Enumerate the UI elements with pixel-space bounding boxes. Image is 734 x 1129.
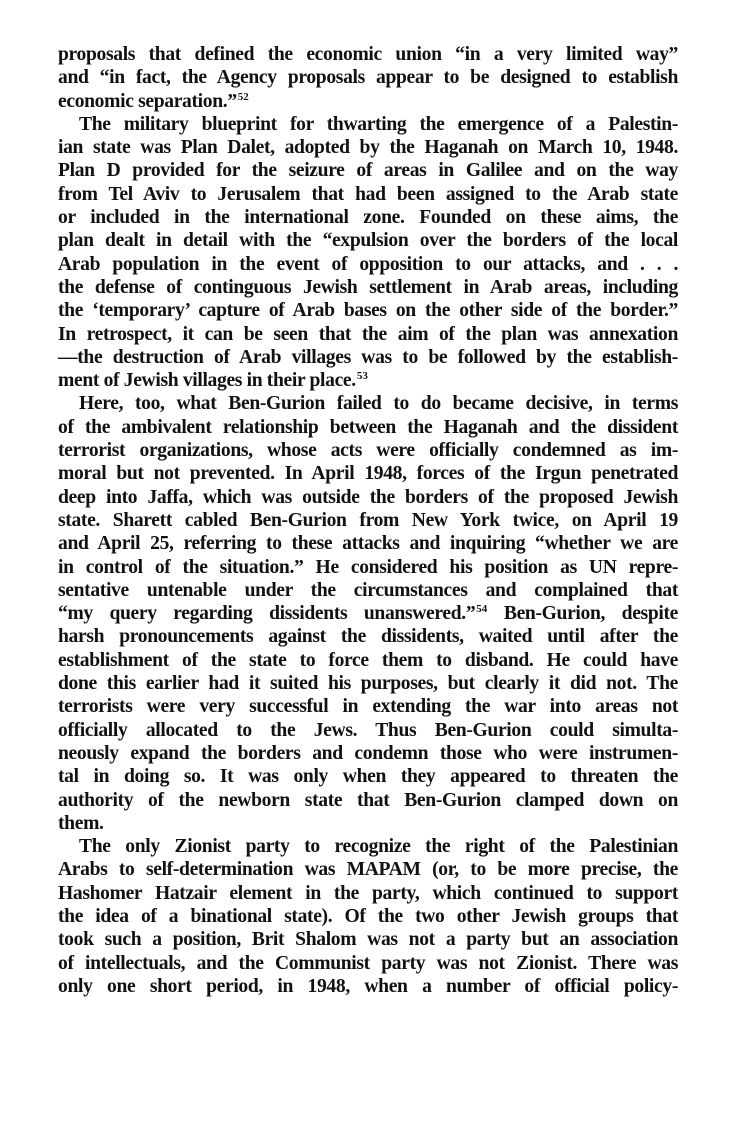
line-text: Here, too, what Ben-Gurion failed to do became decisive, in terms [79, 393, 678, 415]
text-line [58, 975, 678, 998]
line-text: harsh pronouncements against the dissidents, waited until after the [58, 626, 678, 648]
line-text: “my query regarding dissidents unanswered.” [58, 603, 476, 625]
paragraph-p1 [58, 43, 678, 113]
text-line [58, 486, 678, 509]
line-text: moral but not prevented. In April 1948, forces of the Irgun penetrated [58, 463, 678, 485]
text-line [58, 43, 678, 66]
text-line [58, 695, 678, 718]
line-text: in control of the situation.” He considered his position as UN repre- [58, 556, 678, 578]
footnote-marker: 53 [356, 370, 368, 383]
text-line [58, 66, 678, 89]
text-line [58, 439, 678, 462]
text-line [58, 882, 678, 905]
text-line [58, 323, 678, 346]
line-text: —the destruction of Arab villages was to be followed by the establish- [58, 346, 678, 368]
paragraph-p4 [58, 835, 678, 998]
line-text: Plan D provided for the seizure of areas in Galilee and on the way [58, 160, 678, 182]
text-line [58, 858, 678, 881]
text-line [58, 625, 678, 648]
line-text: from Tel Aviv to Jerusalem that had been assigned to the Arab state [58, 183, 678, 205]
line-text: the defense of continguous Jewish settlement in Arab areas, including [58, 276, 678, 298]
paragraph-p2 [58, 113, 678, 393]
line-text: of intellectuals, and the Communist party was not Zionist. There was [58, 952, 678, 974]
line-text: neously expand the borders and condemn those who were instrumen- [58, 742, 678, 764]
line-text: proposals that defined the economic union “in a very limited way” [58, 44, 678, 65]
text-line [58, 136, 678, 159]
line-text: terrorist organizations, whose acts were officially condemned as im- [58, 440, 678, 462]
line-text: plan dealt in detail with the “expulsion over the borders of the local [58, 230, 678, 252]
text-line [58, 392, 678, 415]
text-line [58, 928, 678, 951]
line-text: the idea of a binational state). Of the two other Jewish groups that [58, 905, 678, 927]
line-text: The only Zionist party to recognize the right of the Palestinian [79, 836, 678, 858]
text-line [58, 299, 678, 322]
text-line [58, 416, 678, 439]
text-line [58, 90, 678, 113]
text-line [58, 206, 678, 229]
line-text: Arabs to self-determination was MAPAM (or, to be more precise, the [58, 859, 678, 881]
line-text: sentative untenable under the circumstances and complained that [58, 579, 678, 601]
line-text: tal in doing so. It was only when they appeared to threaten the [58, 766, 678, 788]
line-text: In retrospect, it can be seen that the aim of the plan was annexation [58, 323, 678, 345]
line-text: authority of the newborn state that Ben-Gurion clamped down on [58, 789, 678, 811]
text-line [58, 672, 678, 695]
line-text: of the ambivalent relationship between the Haganah and the dissident [58, 416, 678, 438]
line-text: ment of Jewish villages in their place. [58, 370, 356, 392]
text-line [58, 952, 678, 975]
line-text: only one short period, in 1948, when a number of official policy- [58, 975, 678, 997]
line-text-continued: Ben-Gurion, despite [487, 603, 678, 625]
text-line [58, 765, 678, 788]
text-line [58, 812, 678, 835]
text-line [58, 369, 678, 392]
line-text: and April 25, referring to these attacks and inquiring “whether we are [58, 533, 678, 555]
line-text: Hashomer Hatzair element in the party, which continued to support [58, 882, 678, 904]
line-text: Arab population in the event of opposition to our attacks, and . . . [58, 253, 678, 275]
footnote-marker: 52 [237, 90, 249, 103]
text-line [58, 509, 678, 532]
text-line [58, 789, 678, 812]
text-line [58, 229, 678, 252]
text-line [58, 649, 678, 672]
text-line [58, 346, 678, 369]
text-line [58, 579, 678, 602]
line-text: took such a position, Brit Shalom was not a party but an association [58, 929, 678, 951]
line-text: terrorists were very successful in extending the war into areas not [58, 696, 678, 718]
text-line [58, 113, 678, 136]
text-line [58, 835, 678, 858]
paragraph-p3 [58, 392, 678, 835]
line-text: The military blueprint for thwarting the emergence of a Palestin- [79, 113, 678, 135]
line-text: them. [58, 812, 104, 834]
text-line [58, 183, 678, 206]
line-text: done this earlier had it suited his purposes, but clearly it did not. The [58, 673, 678, 695]
line-text: establishment of the state to force them to disband. He could have [58, 649, 678, 671]
line-text: the ‘temporary’ capture of Arab bases on the other side of the border.” [58, 300, 678, 322]
text-line [58, 719, 678, 742]
text-line [58, 556, 678, 579]
footnote-marker: 54 [476, 603, 488, 616]
line-text: officially allocated to the Jews. Thus Ben-Gurion could simulta- [58, 719, 678, 741]
text-line [58, 905, 678, 928]
line-text: state. Sharett cabled Ben-Gurion from New York twice, on April 19 [58, 509, 678, 531]
text-column [58, 43, 678, 998]
text-line [58, 742, 678, 765]
line-text: or included in the international zone. Founded on these aims, the [58, 207, 678, 229]
text-line [58, 253, 678, 276]
line-text: deep into Jaffa, which was outside the borders of the proposed Jewish [58, 486, 678, 508]
line-text: and “in fact, the Agency proposals appear to be designed to establish [58, 67, 678, 89]
line-text: economic separation.” [58, 90, 237, 112]
text-line [58, 602, 678, 625]
text-line [58, 462, 678, 485]
text-line [58, 532, 678, 555]
line-text: ian state was Plan Dalet, adopted by the Haganah on March 10, 1948. [58, 137, 678, 159]
book-page-body [58, 43, 678, 998]
text-line [58, 159, 678, 182]
text-line [58, 276, 678, 299]
